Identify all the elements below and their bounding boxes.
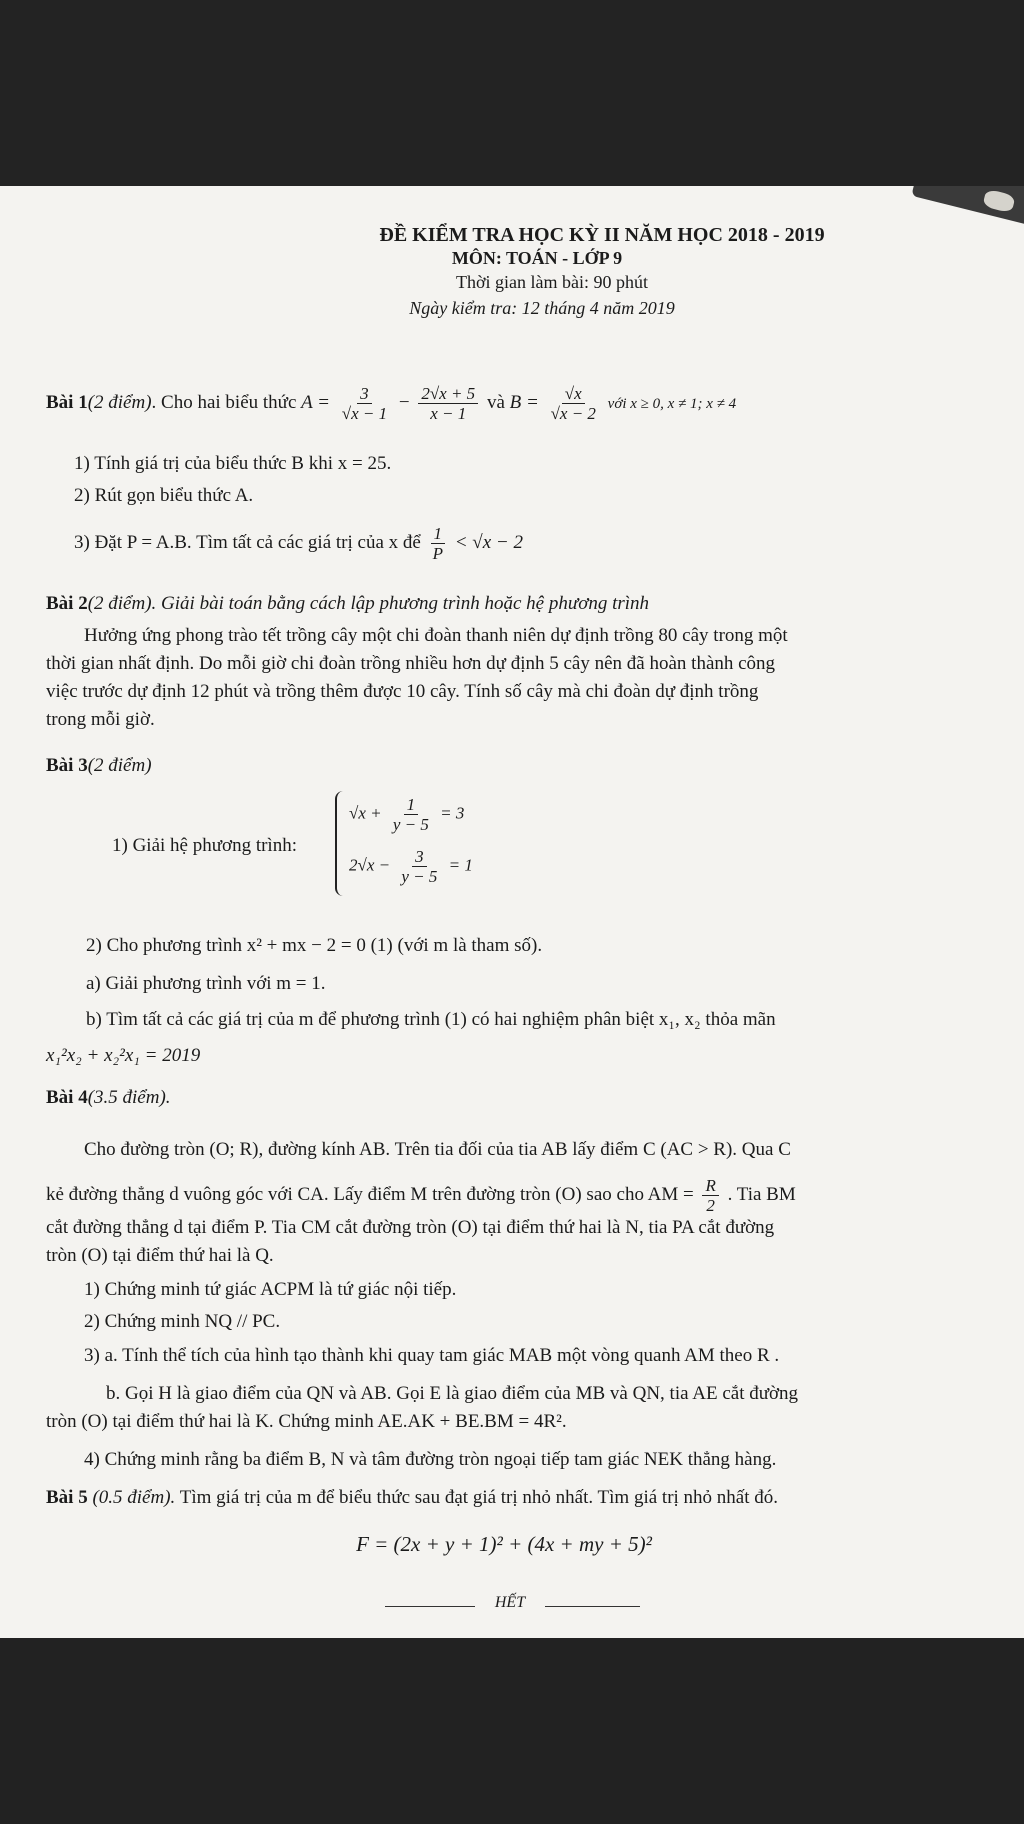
- frac-num: √x: [562, 384, 585, 404]
- bai1-q3-post: < √x − 2: [454, 531, 523, 553]
- bai1-intro: . Cho hai biểu thức: [151, 391, 297, 413]
- frac-den: √x − 2: [550, 404, 596, 423]
- bai2-para-line: thời gian nhất định. Do mỗi giờ chi đoàn trồng nhiều hơn dự định 5 cây nên đã hoàn thành công: [46, 653, 776, 674]
- exam-subject: MÔN: TOÁN - LỚP 9: [451, 248, 623, 268]
- bai5-statement: [46, 1486, 778, 1510]
- bai3-label: Bài 3: [46, 755, 88, 776]
- bai4-p2-pre: kẻ đường thẳng d vuông góc với CA. Lấy điểm M trên đường tròn (O) sao cho AM =: [46, 1183, 694, 1205]
- exam-date: Ngày kiểm tra: 12 tháng 4 năm 2019: [409, 298, 675, 318]
- fraction-b: [548, 384, 599, 423]
- bai1-q3-pre: 3) Đặt P = A.B. Tìm tất cả các giá trị của x để: [74, 531, 421, 553]
- bai4-label: Bài 4: [46, 1087, 88, 1108]
- top-dark-border: [0, 0, 1024, 186]
- bai2-para-line: trong mỗi giờ.: [46, 709, 155, 730]
- bai2-statement: [46, 592, 649, 616]
- bai5-formula: F = (2x + y + 1)² + (4x + my + 5)²: [356, 1532, 652, 1556]
- expr-b-left: B =: [509, 391, 539, 413]
- bai4-q2: 2) Chứng minh NQ // PC.: [84, 1311, 281, 1332]
- exam-duration: Thời gian làm bài: 90 phút: [456, 272, 648, 292]
- frac-num: 3: [412, 847, 427, 867]
- divider-right: [545, 1606, 640, 1607]
- bai1-q1: 1) Tính giá trị của biểu thức B khi x = 25.: [74, 453, 392, 474]
- bai2-intro: Giải bài toán bằng cách lập phương trình hoặc hệ phương trình: [161, 593, 650, 614]
- eq2-pre: 2√x −: [349, 855, 391, 875]
- bai1-points: (2 điểm): [87, 391, 152, 413]
- bai4-q3b-cont: tròn (O) tại điểm thứ hai là K. Chứng minh AE.AK + BE.BM = 4R².: [46, 1411, 567, 1432]
- bai1-label: Bài 1: [46, 391, 88, 413]
- bai4-q3b: b. Gọi H là giao điểm của QN và AB. Gọi E là giao điểm của MB và QN, tia AE cắt đường: [106, 1383, 799, 1404]
- bai4-points: (3.5 điểm).: [87, 1087, 171, 1108]
- fraction-a1: [339, 384, 390, 423]
- bai2-para-line: việc trước dự định 12 phút và trồng thêm được 10 cây. Tính số cây mà chi đoàn dự định trồng: [46, 681, 759, 702]
- bai2-label: Bài 2: [46, 593, 88, 614]
- bai5-text: Tìm giá trị của m để biểu thức sau đạt giá trị nhỏ nhất. Tìm giá trị nhỏ nhất đó.: [179, 1487, 779, 1508]
- bai2-para-line: Hưởng ứng phong trào tết trồng cây một chi đoàn thanh niên dự định trồng 80 cây trong một: [84, 625, 788, 646]
- minus-sign: −: [398, 391, 410, 413]
- bai1-q2: 2) Rút gọn biểu thức A.: [74, 485, 254, 506]
- frac-num: R: [702, 1176, 718, 1196]
- expr-a-left: A =: [301, 391, 330, 413]
- bai3-points: (2 điểm): [87, 755, 152, 776]
- bai3-q2b: b) Tìm tất cả các giá trị của m để phương trình (1) có hai nghiệm phân biệt x₁, x₂ thỏa mãn: [86, 1009, 776, 1030]
- frac-den: √x − 1: [341, 404, 388, 423]
- bai4-para-line: cắt đường thẳng d tại điểm P. Tia CM cắt đường tròn (O) tại điểm thứ hai là N, tia PA cắt đường: [46, 1217, 775, 1238]
- bottom-dark-border: [0, 1638, 1024, 1824]
- bai3-statement: [46, 754, 152, 778]
- bai4-para-line2: [46, 1176, 796, 1215]
- bai4-q4: 4) Chứng minh rằng ba điểm B, N và tâm đường tròn ngoại tiếp tam giác NEK thẳng hàng.: [84, 1449, 777, 1470]
- fraction-a2: [418, 384, 478, 423]
- frac-den: y − 5: [401, 867, 438, 886]
- bai4-para-line: Cho đường tròn (O; R), đường kính AB. Trên tia đối của tia AB lấy điểm C (AC > R). Qua C: [84, 1139, 791, 1160]
- bai4-p2-post: . Tia BM: [727, 1183, 796, 1205]
- frac-num: 3: [357, 384, 372, 404]
- frac-den: P: [432, 544, 443, 563]
- bai2-points: (2 điểm).: [87, 593, 157, 614]
- frac-den: 2: [706, 1196, 715, 1215]
- frac-num: 2√x + 5: [418, 384, 478, 404]
- frac-den: x − 1: [430, 404, 467, 423]
- bai5-points: (0.5 điểm).: [92, 1487, 176, 1508]
- bai3-q2: 2) Cho phương trình x² + mx − 2 = 0 (1) (với m là tham số).: [86, 935, 543, 956]
- exam-paper: [0, 186, 1024, 1638]
- eq1-post: = 3: [440, 803, 465, 823]
- and-word: và: [486, 391, 505, 413]
- frac-den: y − 5: [392, 815, 429, 834]
- system-eq1: [349, 795, 464, 834]
- bai3-q2b-condition: x₁²x₂ + x₂²x₁ = 2019: [46, 1045, 201, 1066]
- bai4-q1: 1) Chứng minh tứ giác ACPM là tứ giác nội tiếp.: [84, 1279, 457, 1300]
- eq2-post: = 1: [448, 855, 473, 875]
- end-marker: HẾT: [494, 1594, 526, 1611]
- bai4-para-line: tròn (O) tại điểm thứ hai là Q.: [46, 1245, 274, 1266]
- bai1-condition: với x ≥ 0, x ≠ 1; x ≠ 4: [607, 395, 737, 412]
- frac-num: 1: [431, 524, 446, 544]
- eq1-pre: √x +: [349, 803, 382, 823]
- bai5-label: Bài 5: [46, 1487, 88, 1508]
- bai3-q1: 1) Giải hệ phương trình:: [112, 835, 297, 856]
- bai3-q2a: a) Giải phương trình với m = 1.: [86, 973, 326, 994]
- frac-num: 1: [404, 795, 419, 815]
- bai4-q3a: 3) a. Tính thể tích của hình tạo thành khi quay tam giác MAB một vòng quanh AM theo R .: [84, 1345, 780, 1366]
- system-eq2: [349, 847, 473, 886]
- exam-title: ĐỀ KIỂM TRA HỌC KỲ II NĂM HỌC 2018 - 2019: [379, 224, 825, 246]
- bai1-q3: [74, 524, 523, 563]
- eq2-fraction: [398, 847, 440, 886]
- equation-system: [335, 791, 473, 896]
- fraction-1-over-p: [430, 524, 446, 563]
- bai4-statement: [46, 1086, 171, 1110]
- fraction-r-over-2: [702, 1176, 718, 1215]
- bai1-statement: [46, 384, 736, 423]
- eq1-fraction: [390, 795, 432, 834]
